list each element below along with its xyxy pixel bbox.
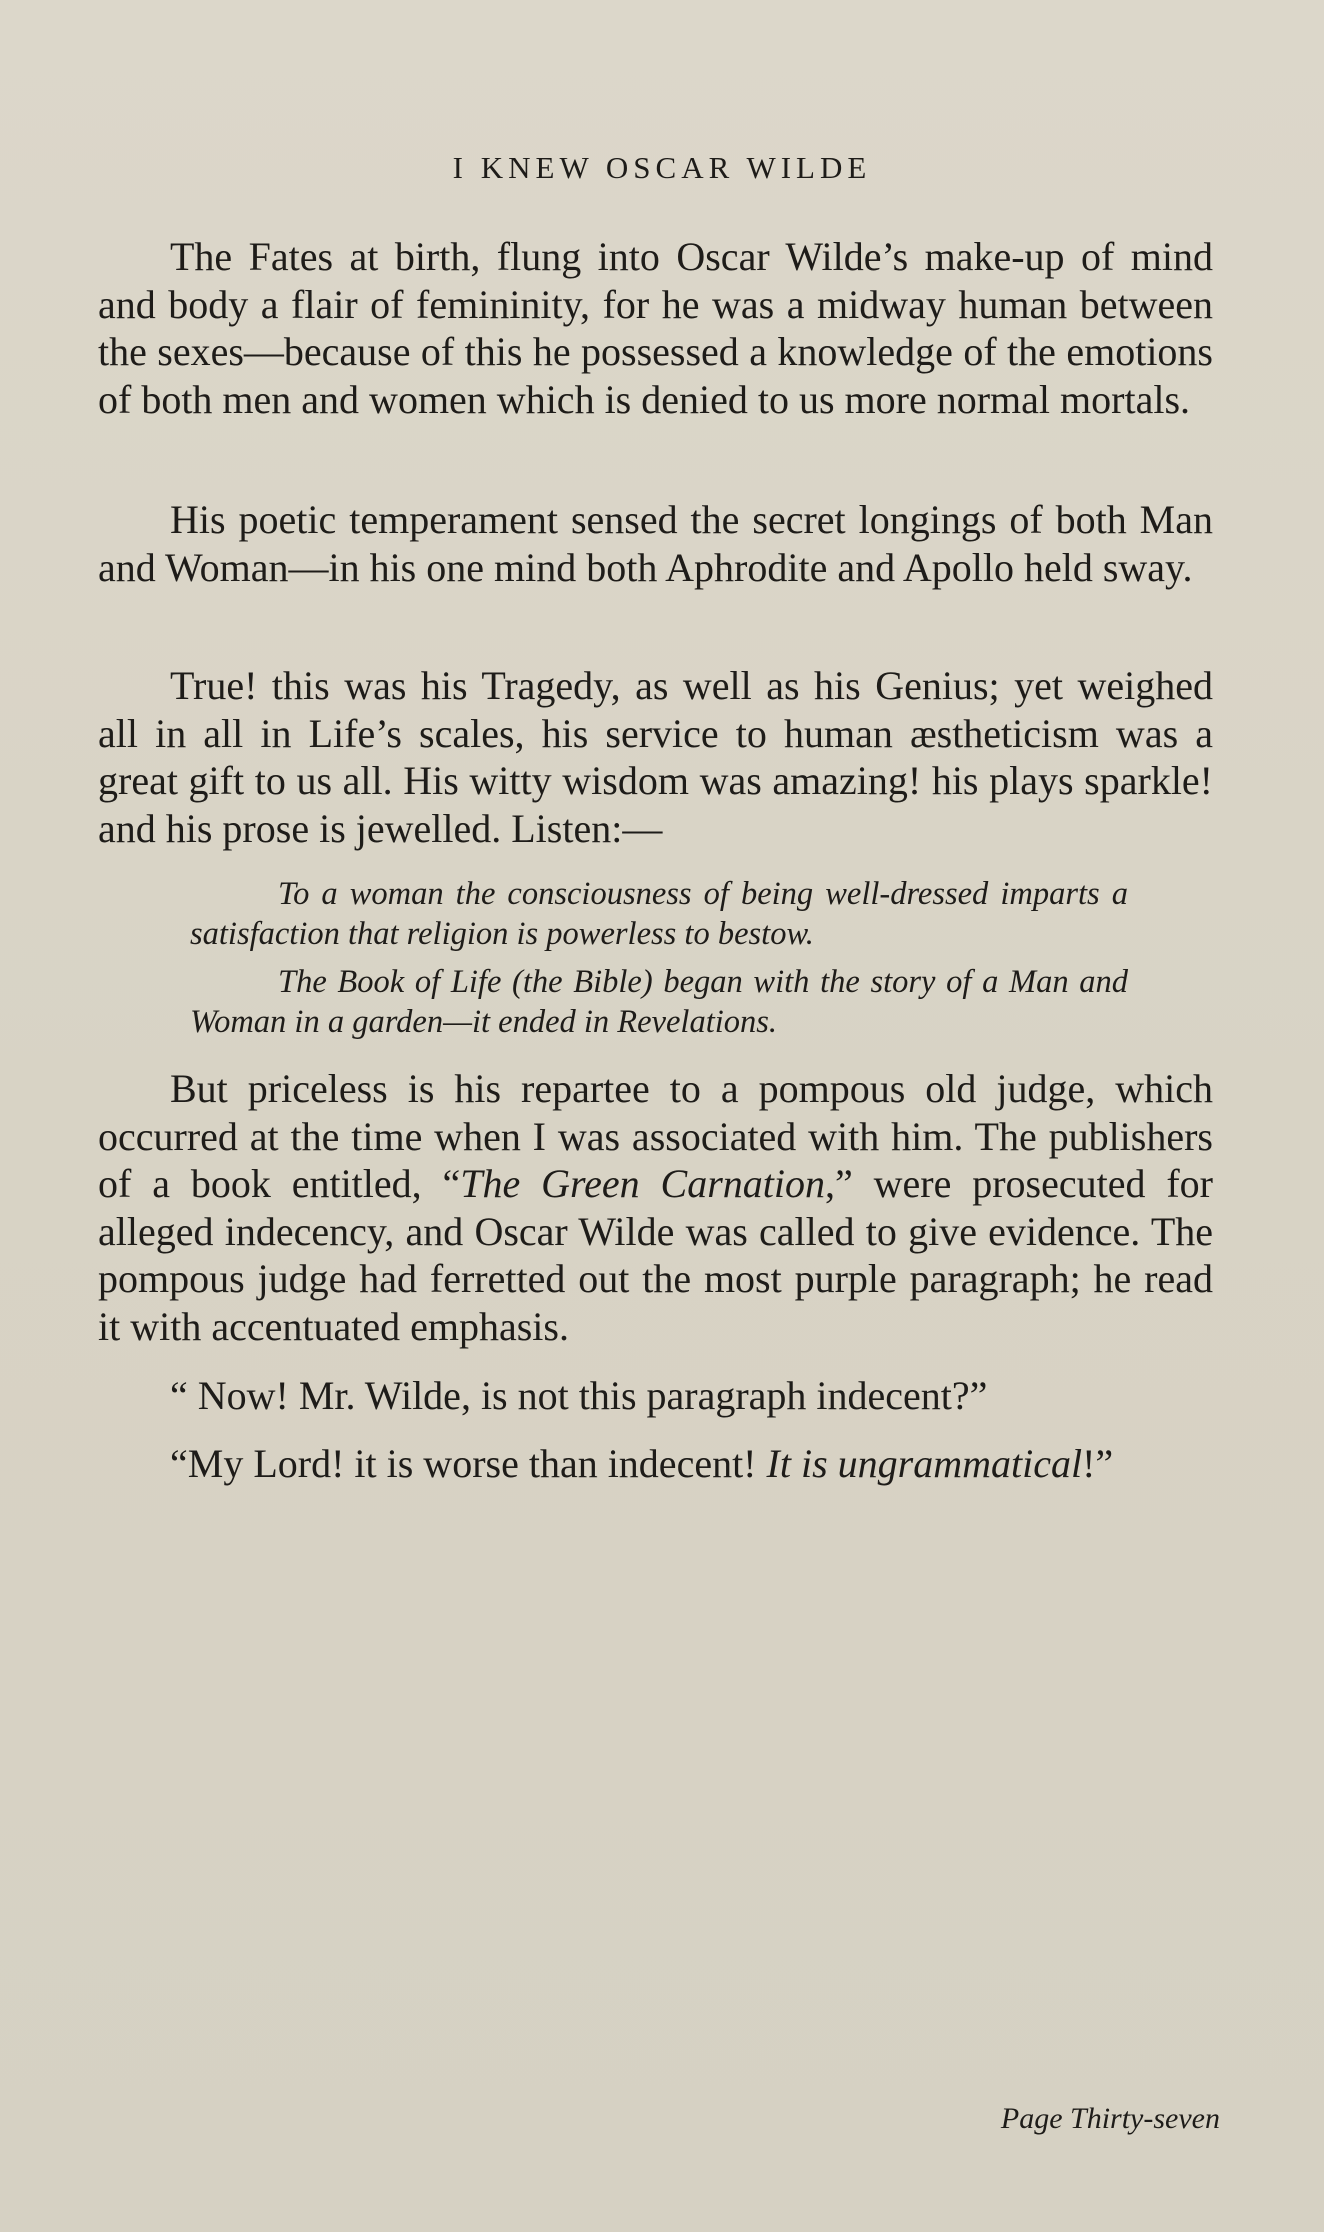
- paragraph-wilde-reply: [98, 1440, 1213, 1488]
- running-head: I KNEW OSCAR WILDE: [452, 150, 872, 185]
- reply-text-start: “My Lord! it is worse than indecent!: [170, 1441, 767, 1486]
- paragraph-poetic-temperament: His poetic temperament sensed the secret longings of both Man and Woman—in his one mind both Aphrodite and Apollo held sway.: [98, 497, 1213, 590]
- paragraph-repartee: [98, 1065, 1213, 1350]
- book-title-green-carnation: The Green Carnation: [460, 1161, 825, 1206]
- reply-text-end: !”: [1082, 1441, 1114, 1486]
- repartee-text-start: But priceless is his repartee to a pompous old judge, which occurred at the time when I was associated with him. The publishers of a book entitled, “: [98, 1066, 1213, 1206]
- quote-well-dressed: To a woman the consciousness of being well-dressed imparts a satisfaction that religion is powerless to bestow.: [190, 876, 1128, 952]
- reply-italic-ungrammatical: It is ungrammatical: [766, 1441, 1083, 1486]
- paragraph-judge-question: “ Now! Mr. Wilde, is not this paragraph indecent?”: [170, 1373, 988, 1418]
- paragraph-tragedy-genius: True! this was his Tragedy, as well as his Genius; yet weighed all in all in Life’s scales, his service to human æstheticism was a great gift to us all. His witty wisdom was amazing! his plays sparkle! and his prose is jewelled. Listen:—: [98, 663, 1213, 851]
- page-number: Page Thirty-seven: [1000, 2102, 1220, 2135]
- repartee-text-end: ,” were prosecuted for alleged indecency, and Oscar Wilde was called to give evidence. The pompous judge had ferretted out the most purple paragraph; he read it with accentuated emphasis.: [98, 1161, 1213, 1349]
- paragraph-fates: The Fates at birth, flung into Oscar Wilde’s make-up of mind and body a flair of femininity, for he was a midway human between the sexes—because of this he possessed a knowledge of the emotions of both men and women which is denied to us more normal mortals.: [98, 234, 1213, 422]
- quote-book-of-life: The Book of Life (the Bible) began with the story of a Man and Woman in a garden—it ended in Revelations.: [190, 964, 1128, 1040]
